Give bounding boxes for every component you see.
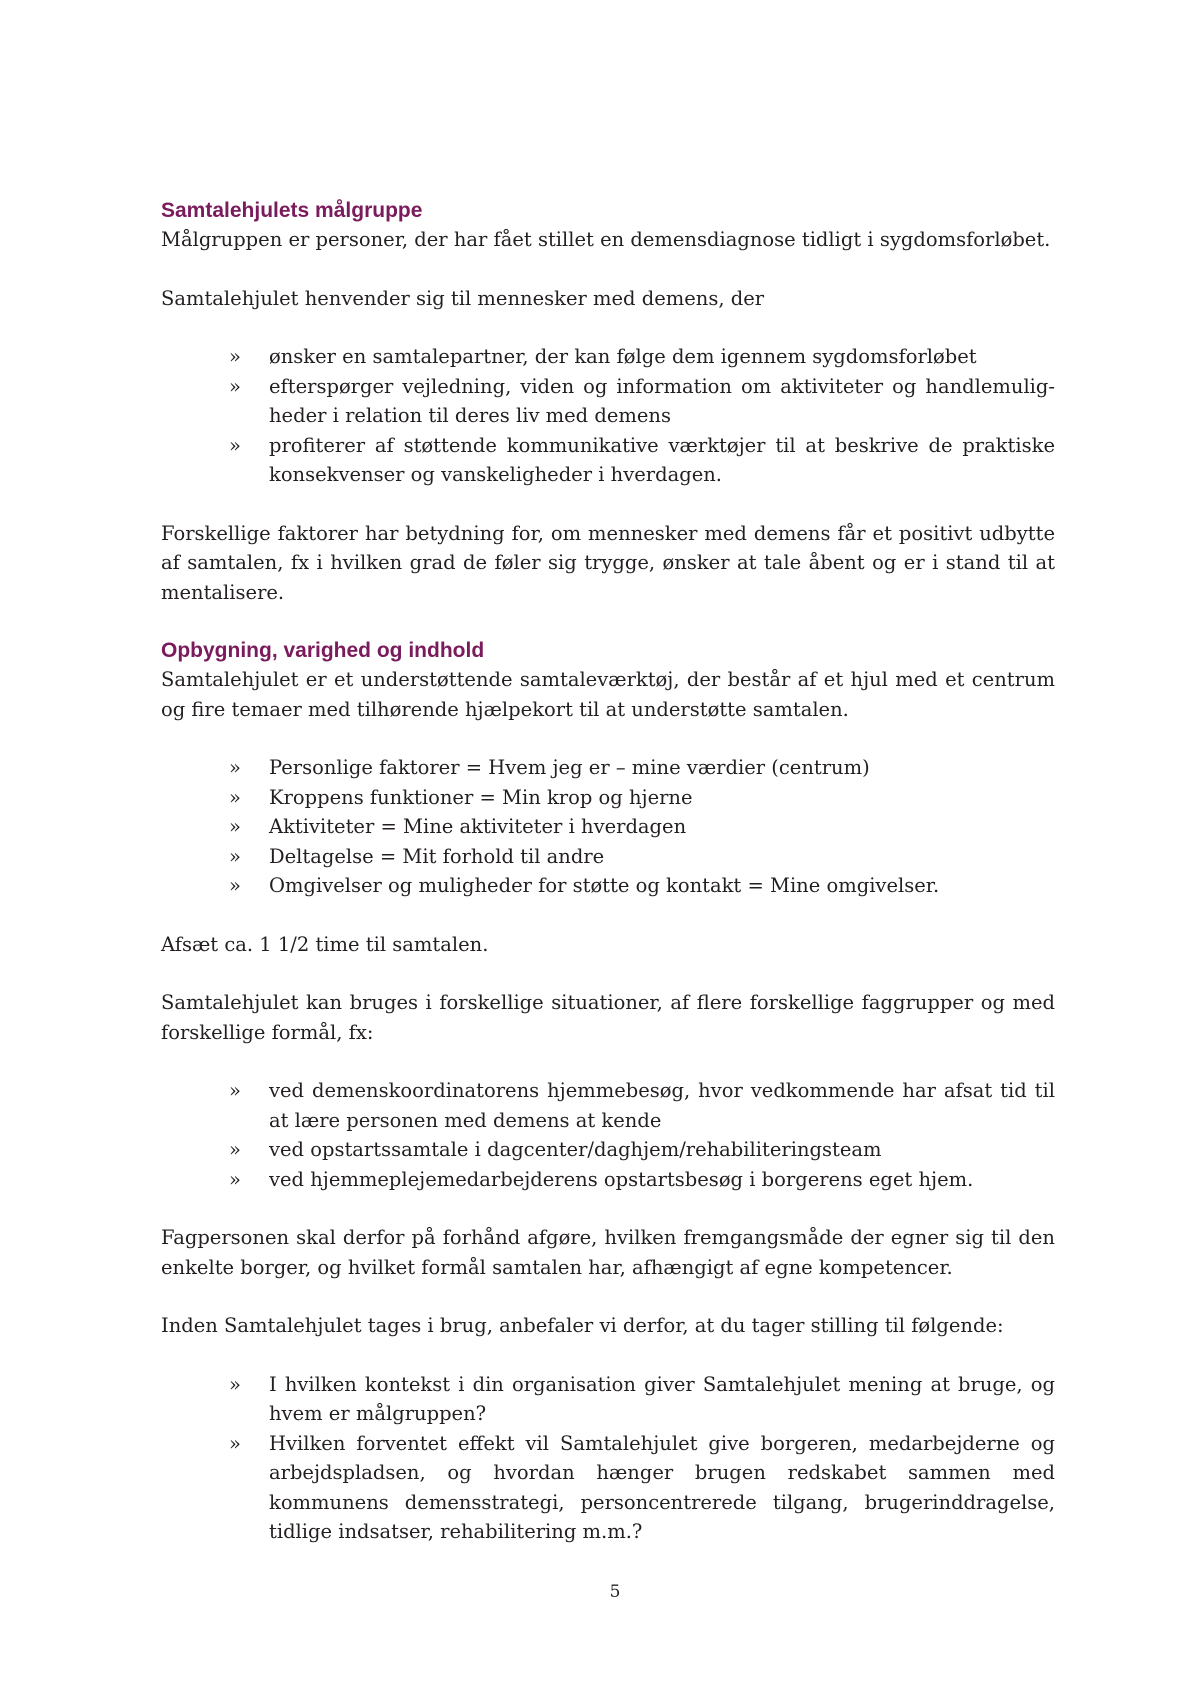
list-item — [229, 431, 1055, 490]
paragraph: Samtalehjulet kan bruges i forskellige situationer, af flere forskellige faggrupper og med forskellige formål, fx: — [161, 991, 1055, 1044]
bullet-list — [161, 1370, 1055, 1547]
list-item-text: ved demenskoordinatorens hjemmebesøg, hvor vedkommende har afsat tid til at lære personen med demens at kende — [269, 1079, 1055, 1132]
bullet-marker: » — [229, 1079, 241, 1102]
bullet-list — [161, 753, 1055, 901]
paragraph: Afsæt ca. 1 1/2 time til samtalen. — [161, 932, 489, 956]
paragraph: Samtalehjulet er et understøttende samtaleværktøj, der består af et hjul med et centrum og fire temaer med tilhørende hjælpekort til at understøtte samtalen. — [161, 668, 1055, 721]
list-item-text: ved opstartssamtale i dagcenter/daghjem/rehabiliteringsteam — [269, 1138, 882, 1161]
bullet-marker: » — [229, 785, 241, 809]
bullet-marker: » — [229, 874, 241, 897]
list-item — [229, 1076, 1055, 1135]
page-content — [161, 196, 1055, 1576]
bullet-marker: » — [229, 756, 241, 779]
list-item-text: ved hjemmeplejemedarbejderens opstartsbesøg i borgerens eget hjem. — [269, 1167, 974, 1191]
bullet-marker: » — [229, 374, 241, 398]
list-item-text: Aktiviteter = Mine aktiviteter i hverdagen — [269, 815, 687, 838]
bullet-list — [161, 1076, 1055, 1194]
list-item — [229, 871, 1055, 901]
list-item-text: I hvilken kontekst i din organisation giver Samtalehjulet mening at bruge, og hvem er målgruppen? — [269, 1372, 1055, 1425]
page-number: 5 — [609, 1582, 621, 1602]
list-item — [229, 842, 1055, 872]
bullet-marker: » — [229, 844, 241, 868]
list-item — [229, 753, 1055, 783]
list-item-text: Hvilken forventet effekt vil Samtalehjulet give borgeren, medarbejderne og arbejdspladsen, og hvordan hænger brugen redskabet sammen med kommunens demensstrategi, personcentrerede tilgang, brugerinddragelse, tidlige indsatser, rehabilitering m.m.? — [269, 1431, 1055, 1543]
list-item-text: Kroppens funktioner = Min krop og hjerne — [269, 785, 693, 809]
list-item — [229, 1429, 1055, 1547]
bullet-marker: » — [229, 1138, 241, 1161]
list-item-text: Deltagelse = Mit forhold til andre — [269, 844, 605, 868]
bullet-marker: » — [229, 815, 241, 838]
paragraph: Fagpersonen skal derfor på forhånd afgøre, hvilken fremgangsmåde der egner sig til den enkelte borger, og hvilket formål samtalen har, afhængigt af egne kompetencer. — [161, 1226, 1055, 1279]
list-item-text: profiterer af støttende kommunikative værktøjer til at beskrive de praktiske konsekvenser og vanskeligheder i hverdagen. — [269, 433, 1055, 486]
section-heading-opbygning: Opbygning, varighed og indhold — [161, 639, 485, 662]
bullet-marker: » — [229, 345, 241, 368]
list-item — [229, 372, 1055, 431]
bullet-marker: » — [229, 1431, 241, 1455]
paragraph: Samtalehjulet henvender sig til mennesker med demens, der — [161, 286, 765, 310]
list-item-text: Personlige faktorer = Hvem jeg er – mine værdier (centrum) — [269, 756, 870, 779]
bullet-marker: » — [229, 1372, 241, 1396]
bullet-list — [161, 342, 1055, 490]
list-item — [229, 812, 1055, 842]
list-item — [229, 1135, 1055, 1165]
section-heading-maalgruppe: Samtalehjulets målgruppe — [161, 199, 423, 222]
bullet-marker: » — [229, 1167, 241, 1191]
list-item — [229, 1370, 1055, 1429]
list-item — [229, 1165, 1055, 1195]
list-item-text: ønsker en samtalepartner, der kan følge dem igennem sygdomsforløbet — [269, 345, 977, 368]
paragraph: Målgruppen er personer, der har fået stillet en demensdiagnose tidligt i sygdomsforløbet. — [161, 228, 1051, 251]
paragraph: Forskellige faktorer har betydning for, om mennesker med demens får et positivt udbytte af samtalen, fx i hvilken grad de føler sig trygge, ønsker at tale åbent og er i stand til at mentalisere. — [161, 521, 1055, 604]
list-item — [229, 783, 1055, 813]
bullet-marker: » — [229, 433, 241, 457]
list-item — [229, 342, 1055, 372]
list-item-text: efterspørger vejledning, viden og information om aktiviteter og handlemuligheder i relation til deres liv med demens — [269, 374, 1055, 427]
paragraph: Inden Samtalehjulet tages i brug, anbefaler vi derfor, at du tager stilling til følgende: — [161, 1314, 1004, 1337]
list-item-text: Omgivelser og muligheder for støtte og kontakt = Mine omgivelser. — [269, 874, 940, 897]
